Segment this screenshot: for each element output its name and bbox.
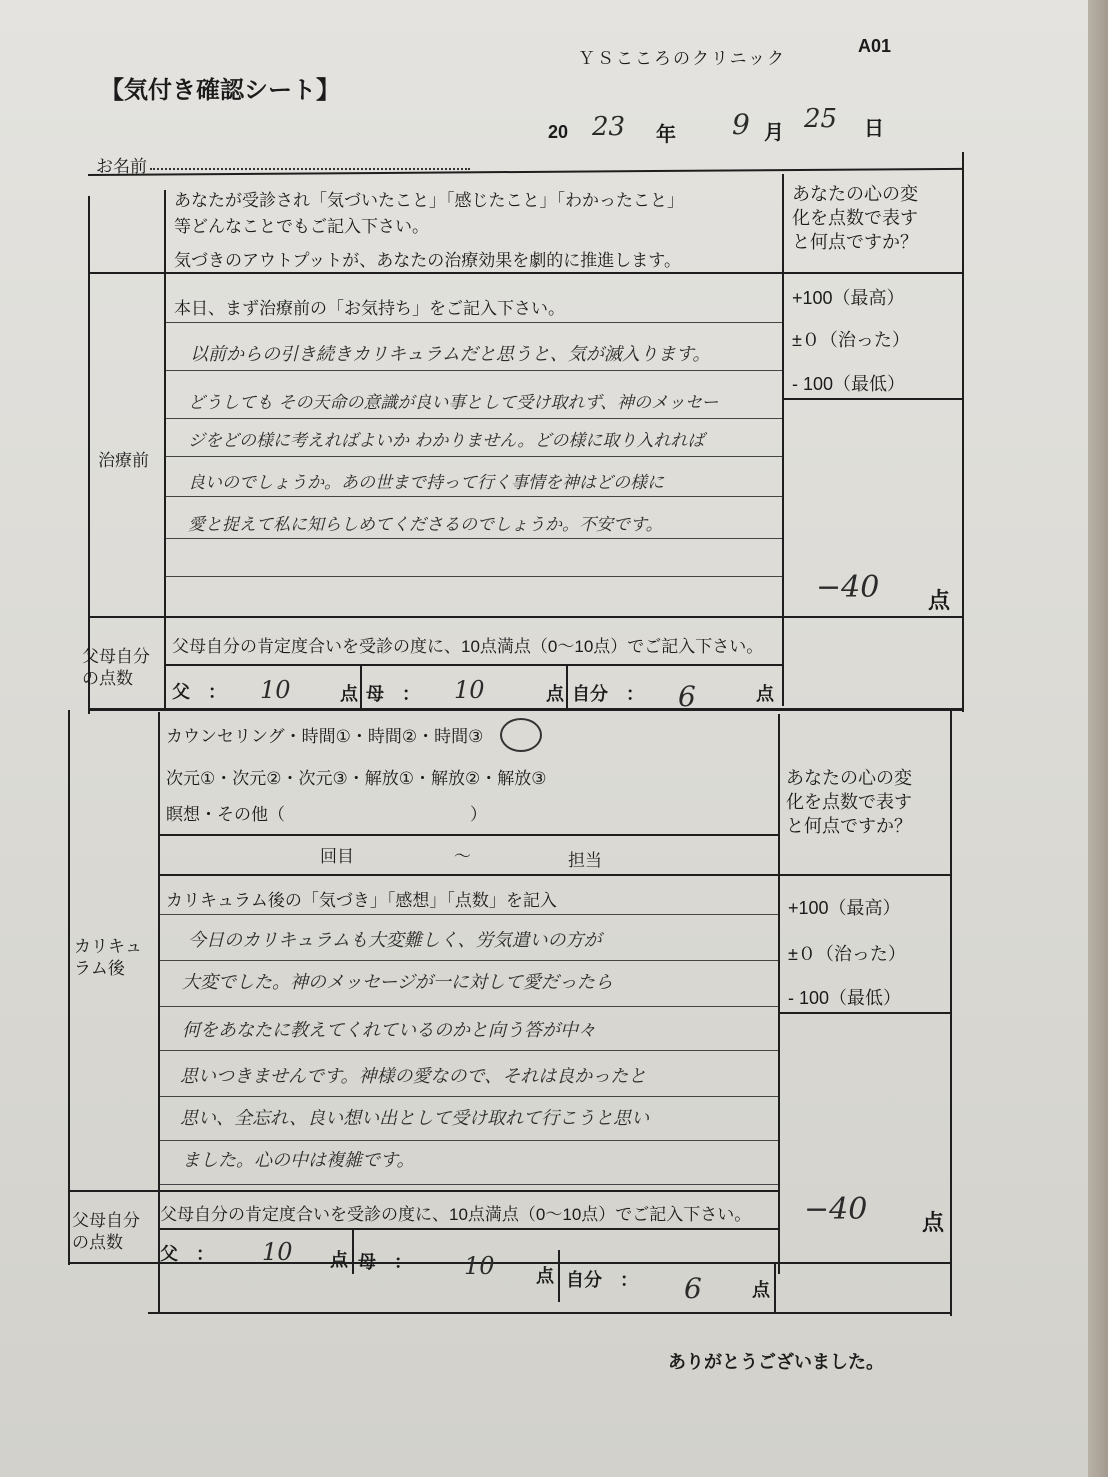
parents2-mother-unit: 点 — [536, 1266, 554, 1286]
before-handwriting-2: どうしても その天命の意識が良い事として受け取れず、神のメッセー — [188, 393, 719, 413]
score-question-1a: あなたの心の変 — [792, 184, 918, 204]
curr-ruled-1 — [160, 960, 778, 961]
curriculum-options-3-left: 瞑想・その他（ — [166, 805, 285, 824]
before-scale-min: - 100（最低） — [792, 374, 906, 394]
curr-scale-zero: ±０（治った） — [788, 944, 906, 964]
parents2-mid-line — [160, 1228, 780, 1230]
curr-ruled-4 — [160, 1096, 778, 1097]
curr-handwriting-5: 思い、全忘れ、良い想い出として受け取れて行こうと思い — [180, 1108, 650, 1129]
sheet-title: 【気付き確認シート】 — [100, 77, 340, 104]
parents2-div-2 — [558, 1250, 560, 1302]
curr-scale-max: +100（最高） — [788, 898, 901, 918]
intro-line-3: 気づきのアウトプットが、あなたの治療効果を劇的に推進します。 — [174, 251, 681, 270]
parents1-label-2: の点数 — [82, 669, 133, 688]
date-day-label: 日 — [864, 118, 884, 140]
parents2-father-value: 10 — [262, 1238, 293, 1266]
curr-ruled-0 — [160, 914, 778, 915]
curriculum-options-3-right: ） — [470, 805, 487, 824]
staff-label: 担当 — [568, 851, 602, 870]
curr-handwriting-6: ました。心の中は複雑です。 — [182, 1150, 415, 1171]
parents1-label-1: 父母自分 — [82, 647, 150, 666]
score-question-2c: と何点ですか？ — [786, 816, 912, 836]
date-month: 9 — [732, 108, 750, 141]
parents2-mother-label: 母 ： — [358, 1252, 412, 1272]
parents2-div-1 — [352, 1230, 354, 1274]
frame-bottom — [148, 1312, 952, 1314]
parents1-father-value: 10 — [260, 676, 291, 704]
parents2-self-label: 自分 ： — [566, 1270, 638, 1290]
session-bottom-line — [160, 874, 950, 876]
score-question-1b: 化を点数で表す — [792, 208, 918, 228]
date-year-label: 年 — [656, 124, 676, 146]
curr-scale-min: - 100（最低） — [788, 988, 902, 1008]
parents2-top-line — [68, 1190, 780, 1192]
curr-ruled-5 — [160, 1140, 778, 1141]
curr-handwriting-4: 思いつきませんです。神様の愛なので、それは良かったと — [180, 1066, 647, 1087]
parents1-div-2 — [566, 666, 568, 710]
curr-handwriting-3: 何をあなたに教えてくれているのかと向う答が中々 — [182, 1020, 596, 1041]
label-col-divider-upper — [164, 190, 166, 710]
score-question-2a: あなたの心の変 — [786, 768, 912, 788]
before-ruled-2 — [166, 418, 782, 419]
parents1-mother-value: 10 — [454, 676, 485, 704]
curr-handwriting-1: 今日のカリキュラムも大変難しく、労気遣いの方が — [188, 930, 602, 951]
curriculum-options-2: 次元①・次元②・次元③・解放①・解放②・解放③ — [166, 769, 547, 788]
session-count-label: 回目 — [320, 847, 354, 866]
name-field-line — [150, 168, 470, 170]
parents1-self-unit: 点 — [756, 684, 774, 704]
parents2-self-unit: 点 — [752, 1280, 770, 1300]
before-handwriting-3: ジをどの様に考えればよいか わかりません。どの様に取り入れれば — [188, 431, 705, 451]
curriculum-prompt: カリキュラム後の「気づき」「感想」「点数」を記入 — [166, 891, 557, 910]
parents2-father-unit: 点 — [330, 1250, 348, 1270]
before-ruled-4 — [166, 496, 782, 497]
before-label: 治療前 — [98, 451, 149, 470]
parents2-label-2: の点数 — [72, 1233, 123, 1252]
intro-bottom-line — [88, 272, 962, 274]
intro-line-2: 等どんなことでもご記入下さい。 — [174, 217, 429, 236]
before-handwriting-4: 良いのでしょうか。あの世まで持って行く事情を神はどの様に — [188, 473, 664, 493]
parents1-father-unit: 点 — [340, 684, 358, 704]
before-score-unit: 点 — [928, 588, 951, 613]
date-year-prefix: 20 — [548, 122, 569, 142]
session-top-line — [160, 834, 780, 836]
frame-right-upper — [962, 152, 964, 712]
parents1-top-line — [88, 616, 962, 618]
curr-handwriting-2: 大変でした。神のメッセージが一に対して愛だったら — [182, 972, 613, 993]
score-question-2b: 化を点数で表す — [786, 792, 912, 812]
sheet-code: A01 — [858, 36, 892, 56]
paper-edge-shadow — [1088, 0, 1108, 1477]
frame-right-lower — [950, 710, 952, 1316]
parents1-prompt: 父母自分の肯定度合いを受診の度に、10点満点（0〜10点）でご記入下さい。 — [172, 637, 764, 656]
before-scale-zero: ±０（治った） — [792, 330, 910, 350]
before-ruled-1 — [166, 370, 782, 371]
parents2-father-label: 父 ： — [160, 1244, 214, 1264]
before-score-value: −40 — [816, 570, 880, 605]
name-label: お名前 — [96, 157, 147, 176]
curriculum-label-2: ラム後 — [74, 959, 125, 978]
parents1-self-label: 自分 ： — [572, 684, 644, 704]
curr-scale-divider — [780, 1012, 950, 1014]
curr-score-value: −40 — [804, 1192, 868, 1227]
parents2-prompt: 父母自分の肯定度合いを受診の度に、10点満点（0〜10点）でご記入下さい。 — [160, 1205, 752, 1224]
curr-ruled-6 — [160, 1184, 778, 1185]
score-question-1c: と何点ですか？ — [792, 232, 918, 252]
date-month-label: 月 — [764, 122, 784, 144]
curr-ruled-3 — [160, 1050, 778, 1051]
before-scale-max: +100（最高） — [792, 288, 905, 308]
session-tilde: 〜 — [454, 847, 471, 866]
score-col-divider-upper — [782, 174, 784, 706]
clinic-name: ＹＳこころのクリニック — [578, 49, 786, 68]
date-year: 23 — [592, 112, 626, 142]
intro-line-1: あなたが受診され「気づいたこと」「感じたこと」「わかったこと」 — [174, 191, 684, 210]
curriculum-label-1: カリキュ — [74, 937, 142, 956]
parents2-self-value: 6 — [684, 1272, 702, 1305]
frame-section-divider — [88, 708, 964, 711]
before-ruled-5 — [166, 538, 782, 539]
before-ruled-3 — [166, 456, 782, 457]
parents2-div-3 — [774, 1262, 776, 1314]
parents1-self-value: 6 — [678, 680, 696, 713]
parents2-mother-value: 10 — [464, 1252, 495, 1280]
curriculum-options-1: カウンセリング・時間①・時間②・時間③ — [166, 727, 484, 746]
curr-score-unit: 点 — [922, 1210, 945, 1235]
parents1-mid-line — [164, 664, 784, 666]
before-handwriting-1: 以前からの引き続きカリキュラムだと思うと、気が滅入ります。 — [190, 344, 711, 365]
thanks-message: ありがとうございました。 — [668, 1352, 884, 1372]
parents1-father-label: 父 ： — [172, 682, 226, 702]
parents2-label-1: 父母自分 — [72, 1211, 140, 1230]
selected-option-circle — [500, 718, 542, 752]
parents1-div-1 — [360, 666, 362, 710]
date-day: 25 — [804, 104, 838, 134]
before-handwriting-5: 愛と捉えて私に知らしめてくださるのでしょうか。不安です。 — [188, 515, 663, 535]
before-scale-divider — [784, 398, 962, 400]
before-ruled-0 — [166, 322, 782, 323]
frame-left-lower — [68, 710, 70, 1265]
parents1-mother-label: 母 ： — [366, 684, 420, 704]
before-ruled-6 — [166, 576, 782, 577]
parents1-mother-unit: 点 — [546, 684, 564, 704]
before-prompt: 本日、まず治療前の「お気持ち」をご記入下さい。 — [174, 299, 565, 318]
curr-ruled-2 — [160, 1006, 778, 1007]
